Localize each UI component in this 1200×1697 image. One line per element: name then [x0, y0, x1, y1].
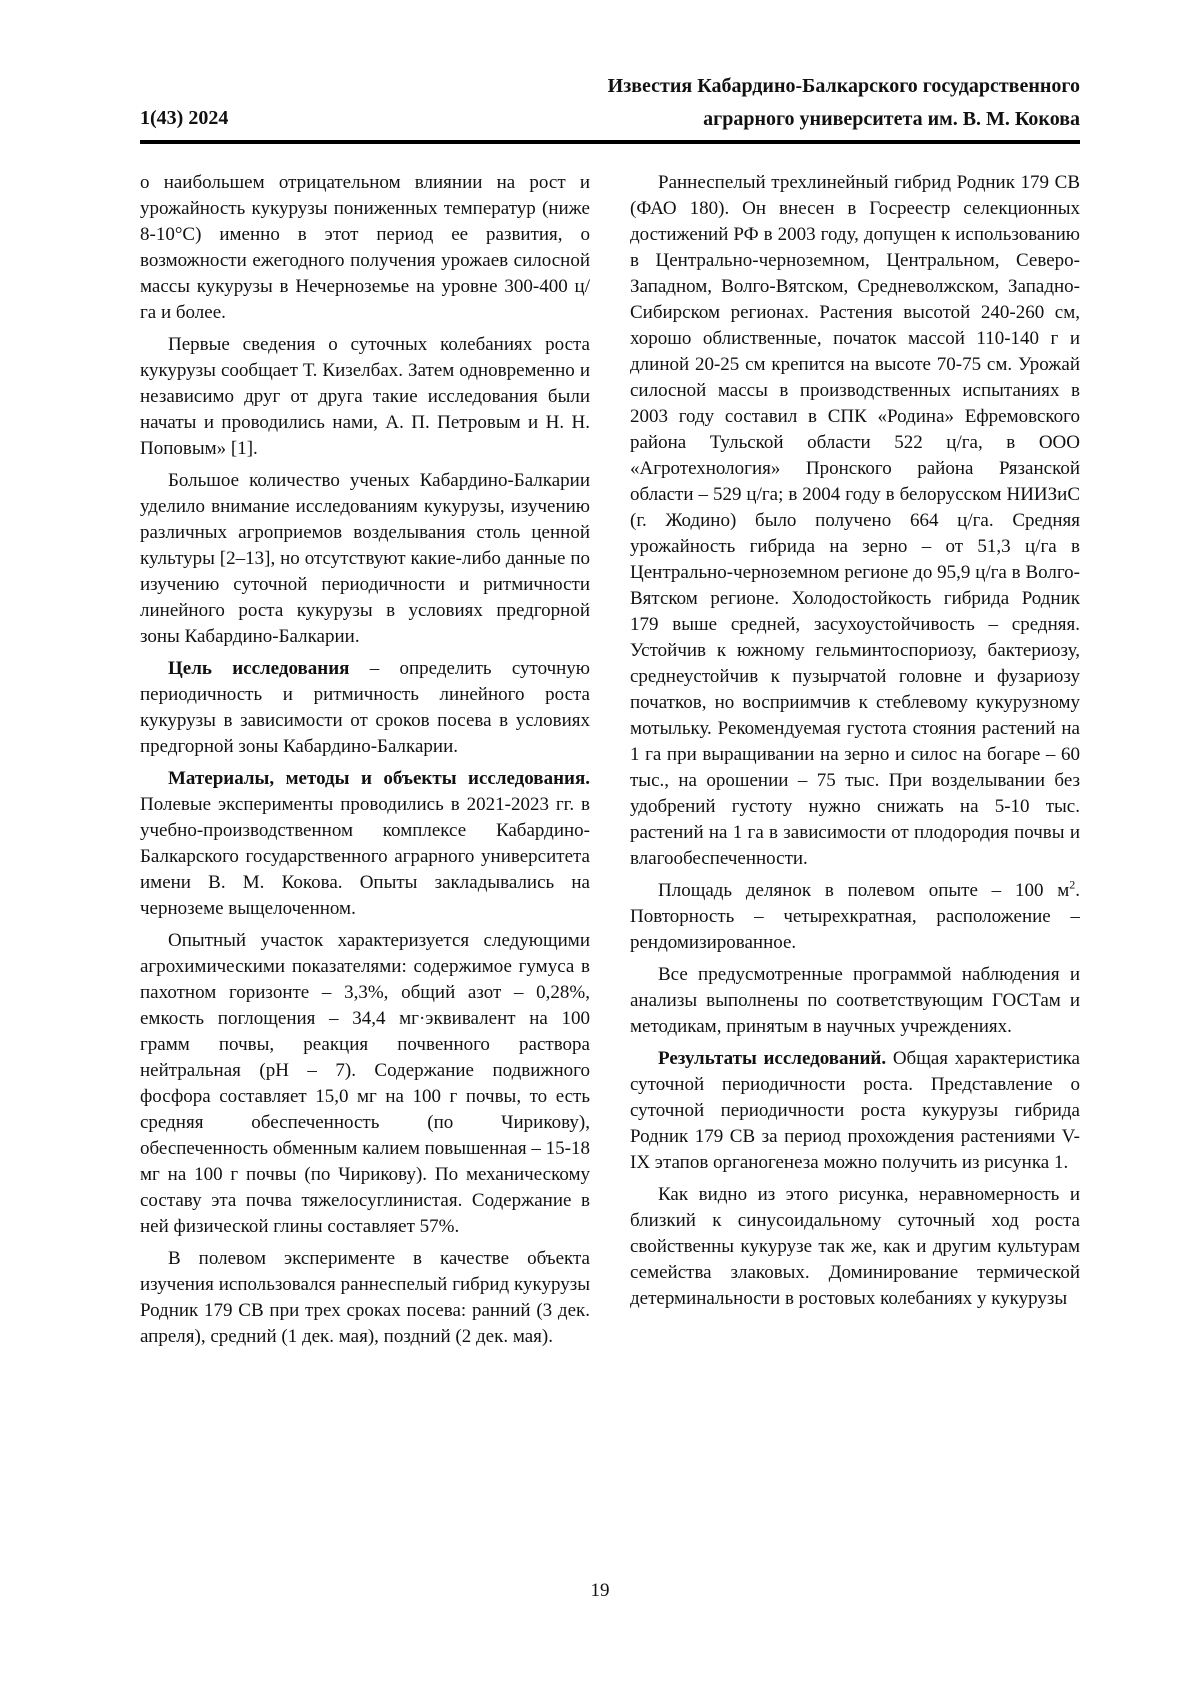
right-column [630, 170, 1080, 1585]
paragraph: Большое количество ученых Кабардино-Балкарии уделило внимание исследованиям кукурузы, изучению различных агроприемов возделывания столь ценной культуры [2–13], но отсутствуют какие-либо данные по изучению суточной периодичности и ритмичности линейного роста кукурузы в условиях предгорной зоны Кабардино-Балкарии. [140, 470, 590, 647]
journal-title-line-2: аграрного университета им. В. М. Кокова [703, 108, 1080, 130]
running-header [140, 70, 1080, 140]
paragraph: о наибольшем отрицательном влиянии на рост и урожайность кукурузы пониженных температур (ниже 8-10°С) именно в этот период ее развития, о возможности ежегодного получения урожаев силосной массы кукурузы в Нечерноземье на уровне 300-400 ц/га и более. [140, 172, 590, 323]
aim-text: – определить суточную периодичность и ритмичность линейного роста кукурузы в зависимости от сроков посева в условиях предгорной зоны Кабардино-Балкарии. [140, 658, 590, 757]
paragraph-results [630, 1046, 1080, 1176]
paragraph: Раннеспелый трехлинейный гибрид Родник 179 СВ (ФАО 180). Он внесен в Госреестр селекционных достижений РФ в 2003 году, допущен к использованию в Центрально-черноземном, Центральном, Северо-Западном, Волго-Вятском, Средневолжском, Западно-Сибирском регионах. Растения высотой 240-260 см, хорошо облиственные, початок массой 110-140 г и длиной 20-25 см крепится на высоте 70-75 см. Урожай силосной массы в производственных испытаниях в 2003 году составил в СПК «Родина» Ефремовского района Тульской области 522 ц/га, в ООО «Агротехнология» Пронского района Рязанской области – 529 ц/га; в 2004 году в белорусском НИИЗиС (г. Жодино) было получено 664 ц/га. Средняя урожайность гибрида на зерно – от 51,3 ц/га в Центрально-черноземном регионе до 95,9 ц/га в Волго-Вятском регионе. Холодостойкость гибрида Родник 179 выше средней, засухоустойчивость – средняя. Устойчив к южному гельминтоспориозу, бактериозу, среднеустойчив к пузырчатой головне и фузариозу початков, но восприимчив к стеблевому кукурузному мотыльку. Рекомендуемая густота стояния растений на 1 га при выращивании на зерно и силос на богаре – 60 тыс., на орошении – 75 тыс. При возделывании без удобрений густоту нужно снижать на 5-10 тыс. растений на 1 га в зависимости от плодородия почвы и влагообеспеченности. [630, 172, 1080, 869]
header-rule [140, 140, 1080, 144]
paragraph: В полевом эксперименте в качестве объекта изучения использовался раннеспелый гибрид кукурузы Родник 179 СВ при трех сроках посева: ранний (3 дек. апреля), средний (1 дек. мая), поздний (2 дек. мая). [140, 1248, 590, 1347]
paragraph-plot-area [630, 878, 1080, 956]
journal-title-line-1: Известия Кабардино-Балкарского государственного [607, 75, 1080, 97]
aim-heading: Цель исследования [168, 658, 350, 679]
page-number: 19 [590, 1580, 610, 1601]
results-text: Общая характеристика суточной периодичности роста. Представление о суточной периодичности роста кукурузы гибрида Родник 179 СВ за период прохождения растениями V-IX этапов органогенеза можно получить из рисунка 1. [630, 1048, 1080, 1173]
journal-title [608, 70, 1080, 136]
paragraph: Все предусмотренные программой наблюдения и анализы выполнены по соответствующим ГОСТам и методикам, принятым в научных учреждениях. [630, 964, 1080, 1037]
superscript: 2 [1069, 877, 1076, 892]
paragraph: Первые сведения о суточных колебаниях роста кукурузы сообщает Т. Кизелбах. Затем одновременно и независимо друг от друга такие исследования были начаты и проводились нами, А. П. Петровым и Н. Н. Поповым» [1]. [140, 334, 590, 459]
paragraph: Как видно из этого рисунка, неравномерность и близкий к синусоидальному суточный ход роста свойственны кукурузе так же, как и другим культурам семейства злаковых. Доминирование термической детерминальности в ростовых колебаниях у кукурузы [630, 1184, 1080, 1309]
methods-text: Полевые эксперименты проводились в 2021-2023 гг. в учебно-производственном комплексе Кабардино-Балкарского государственного аграрного университета имени В. М. Кокова. Опыты закладывались на черноземе выщелоченном. [140, 794, 590, 919]
paragraph-methods [140, 766, 590, 922]
plot-area-text: Площадь делянок в полевом опыте – 100 м [658, 880, 1070, 901]
plot-area-text-end: . Повторность – четырехкратная, расположение – рендомизированное. [630, 880, 1080, 953]
results-heading: Результаты исследований. [658, 1048, 887, 1069]
left-column [140, 170, 590, 1585]
paragraph: Опытный участок характеризуется следующими агрохимическими показателями: содержимое гумуса в пахотном горизонте – 3,3%, общий азот – 0,28%, емкость поглощения – 34,4 мг·эквивалент на 100 грамм почвы, реакция почвенного раствора нейтральная (рН – 7). Содержание подвижного фосфора составляет 15,0 мг на 100 г почвы, то есть средняя обеспеченность (по Чирикову), обеспеченность обменным калием повышенная – 15-18 мг на 100 г почвы (по Чирикову). По механическому составу эта почва тяжелосуглинистая. Содержание в ней физической глины составляет 57%. [140, 930, 590, 1237]
paragraph-aim [140, 656, 590, 760]
issue-number: 1(43) 2024 [140, 107, 229, 129]
methods-heading: Материалы, методы и объекты исследования. [168, 768, 590, 789]
